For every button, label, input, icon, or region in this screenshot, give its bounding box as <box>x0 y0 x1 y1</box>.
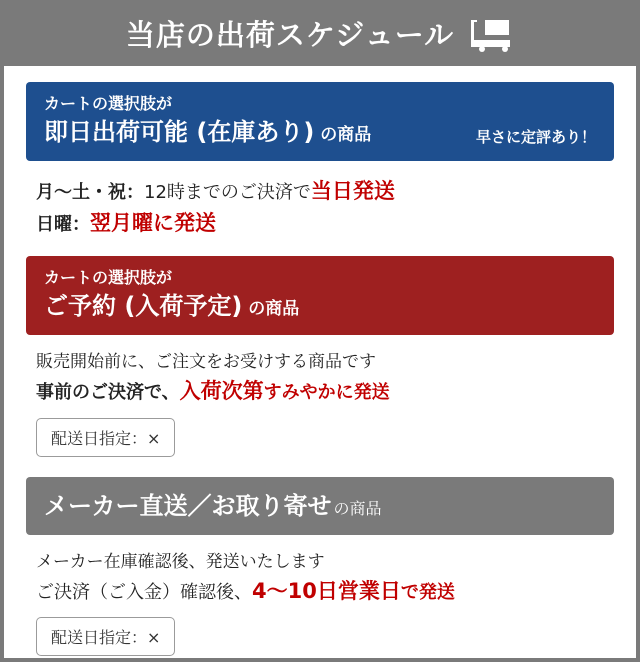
banner-reservation <box>26 256 614 335</box>
banner-in-stock <box>26 82 614 161</box>
banner-in-stock-note: 早さに定評あり！ <box>475 127 596 146</box>
detail-direct-shipping <box>26 535 614 662</box>
banner-reservation-main <box>44 291 596 321</box>
banner-direct-shipping-main-strong: メーカー直送／お取り寄せ <box>44 491 332 520</box>
detail-line-prefix: 日曜： <box>36 214 90 236</box>
detail-reservation <box>26 335 614 463</box>
schedule-body <box>4 66 636 662</box>
detail-line-highlight: 当日発送 <box>310 178 395 203</box>
detail-line-highlight-tail: で発送 <box>400 581 455 603</box>
detail-line <box>36 549 606 575</box>
detail-line-normal: 12時までのご決済で <box>144 181 311 203</box>
detail-line-normal: メーカー在庫確認後、発送いたします <box>36 551 325 572</box>
page-header <box>4 4 636 66</box>
delivery-date-badge: 配送日指定：× <box>36 617 175 656</box>
spacer <box>26 246 614 256</box>
detail-line <box>36 175 606 208</box>
detail-line-highlight: 入荷次第 <box>179 379 264 404</box>
banner-reservation-main-tail: の商品 <box>242 298 300 319</box>
spacer <box>26 463 614 477</box>
detail-line-prefix: 事前のご決済で、 <box>36 382 180 404</box>
detail-line-highlight: 翌月曜に発送 <box>90 211 216 236</box>
detail-in-stock <box>26 161 614 246</box>
detail-line-prefix: 月～土・祝： <box>36 181 144 203</box>
detail-line-prefix: ご決済（ご入金）確認後、 <box>36 581 252 603</box>
detail-line-normal: 販売開始前に、ご注文をお受けする商品です <box>36 351 376 372</box>
banner-in-stock-sub: カートの選択肢が <box>44 94 173 113</box>
detail-line <box>36 349 606 375</box>
banner-direct-shipping <box>26 477 614 535</box>
hand-truck-icon <box>468 18 514 52</box>
delivery-date-badge: 配送日指定：× <box>36 418 175 457</box>
banner-reservation-main-strong: ご予約 (入荷予定) <box>44 291 243 320</box>
detail-line-highlight-tail: すみやかに発送 <box>263 382 390 404</box>
banner-reservation-sub: カートの選択肢が <box>44 267 173 287</box>
detail-line <box>36 207 606 240</box>
detail-line <box>36 375 606 408</box>
banner-in-stock-main-tail: の商品 <box>314 124 372 145</box>
page-title: 当店の出荷スケジュール <box>125 17 455 52</box>
detail-line-highlight: 4～10日営業日 <box>252 578 401 603</box>
banner-in-stock-main-strong: 即日出荷可能 (在庫あり) <box>44 117 315 146</box>
detail-line <box>36 575 606 608</box>
banner-direct-shipping-main-tail: の商品 <box>333 498 382 518</box>
